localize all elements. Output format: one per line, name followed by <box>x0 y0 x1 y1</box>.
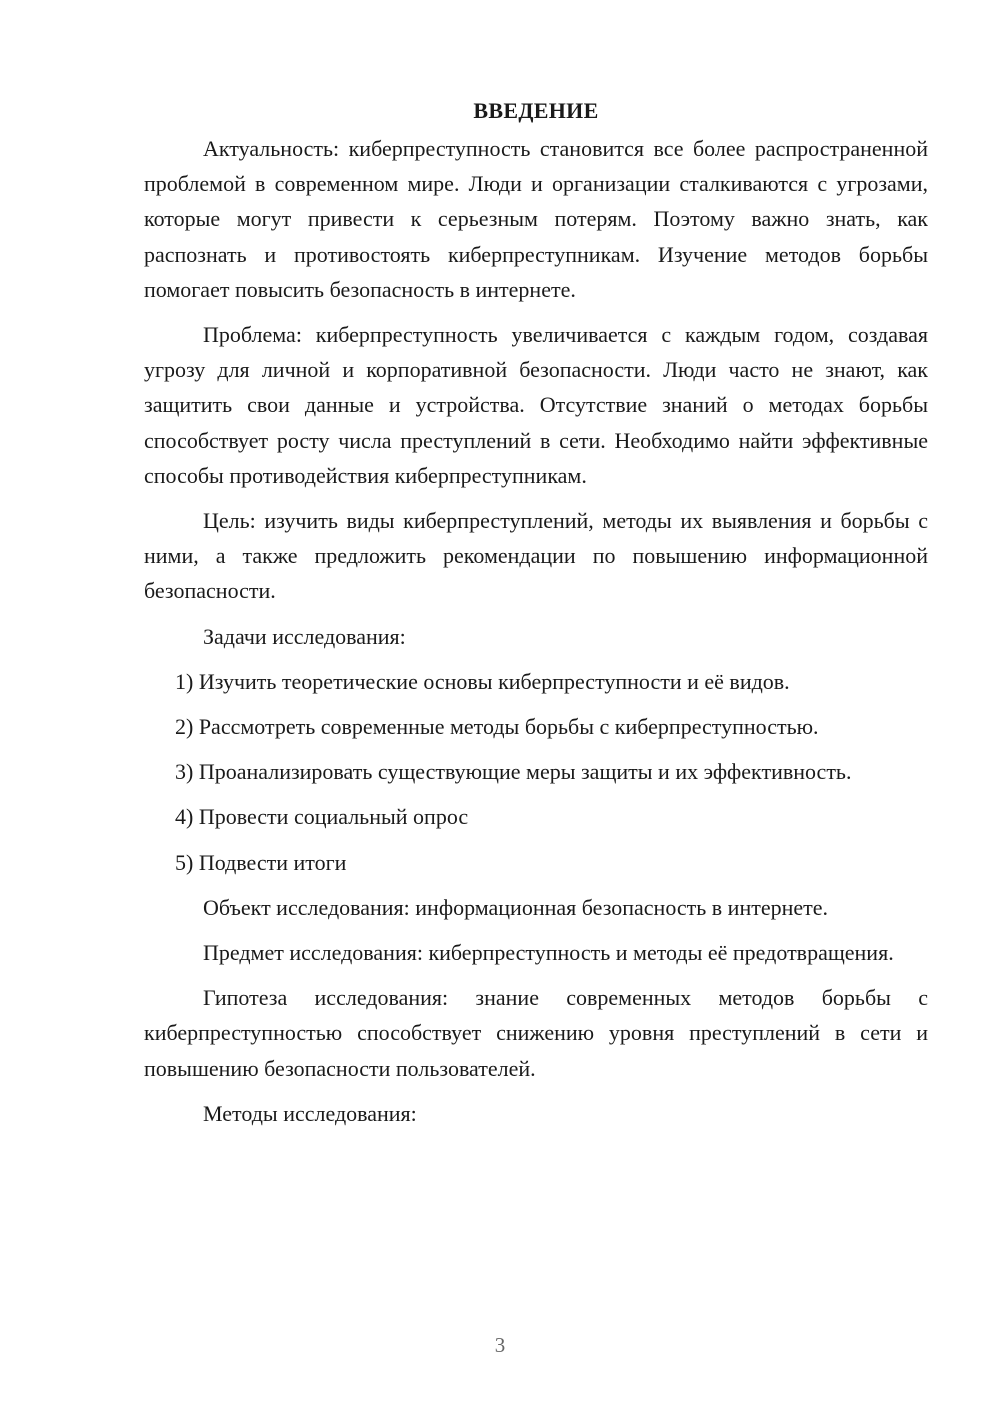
section-title: ВВЕДЕНИЕ <box>473 98 599 123</box>
paragraph-object: Объект исследования: информационная безопасность в интернете. <box>203 894 829 920</box>
document-page <box>144 96 928 1141</box>
list-item-task-3: 3) Проанализировать существующие меры защиты и их эффективность. <box>175 759 852 785</box>
page-number: 3 <box>494 1333 506 1357</box>
list-item-task-4: 4) Провести социальный опрос <box>175 804 469 830</box>
list-item-task-1: 1) Изучить теоретические основы киберпреступности и её видов. <box>175 668 790 694</box>
paragraph-methods-heading: Методы исследования: <box>203 1100 417 1126</box>
paragraph-relevance: Актуальность: киберпреступность становится все более распространенной проблемой в современном мире. Люди и организации сталкиваются с угрозами, которые могут привести к серьезным потерям. Поэтому важно знать, как распознать и противостоять киберпреступникам. Изучение методов борьбы помогает повысить безопасность в интернете. <box>144 136 928 302</box>
list-item-task-2: 2) Рассмотреть современные методы борьбы с киберпреступностью. <box>175 714 819 740</box>
paragraph-subject: Предмет исследования: киберпреступность и методы её предотвращения. <box>203 940 894 966</box>
paragraph-tasks-heading: Задачи исследования: <box>203 623 406 649</box>
paragraph-hypothesis: Гипотеза исследования: знание современных методов борьбы с киберпреступностью способствует снижению уровня преступлений в сети и повышению безопасности пользователей. <box>144 985 928 1081</box>
paragraph-goal: Цель: изучить виды киберпреступлений, методы их выявления и борьбы с ними, а также предложить рекомендации по повышению информационной безопасности. <box>144 508 928 604</box>
paragraph-problem: Проблема: киберпреступность увеличивается с каждым годом, создавая угрозу для личной и корпоративной безопасности. Люди часто не знают, как защитить свои данные и устройства. Отсутствие знаний о методах борьбы способствует росту числа преступлений в сети. Необходимо найти эффективные способы противодействия киберпреступникам. <box>144 322 928 488</box>
list-item-task-5: 5) Подвести итоги <box>175 849 347 875</box>
